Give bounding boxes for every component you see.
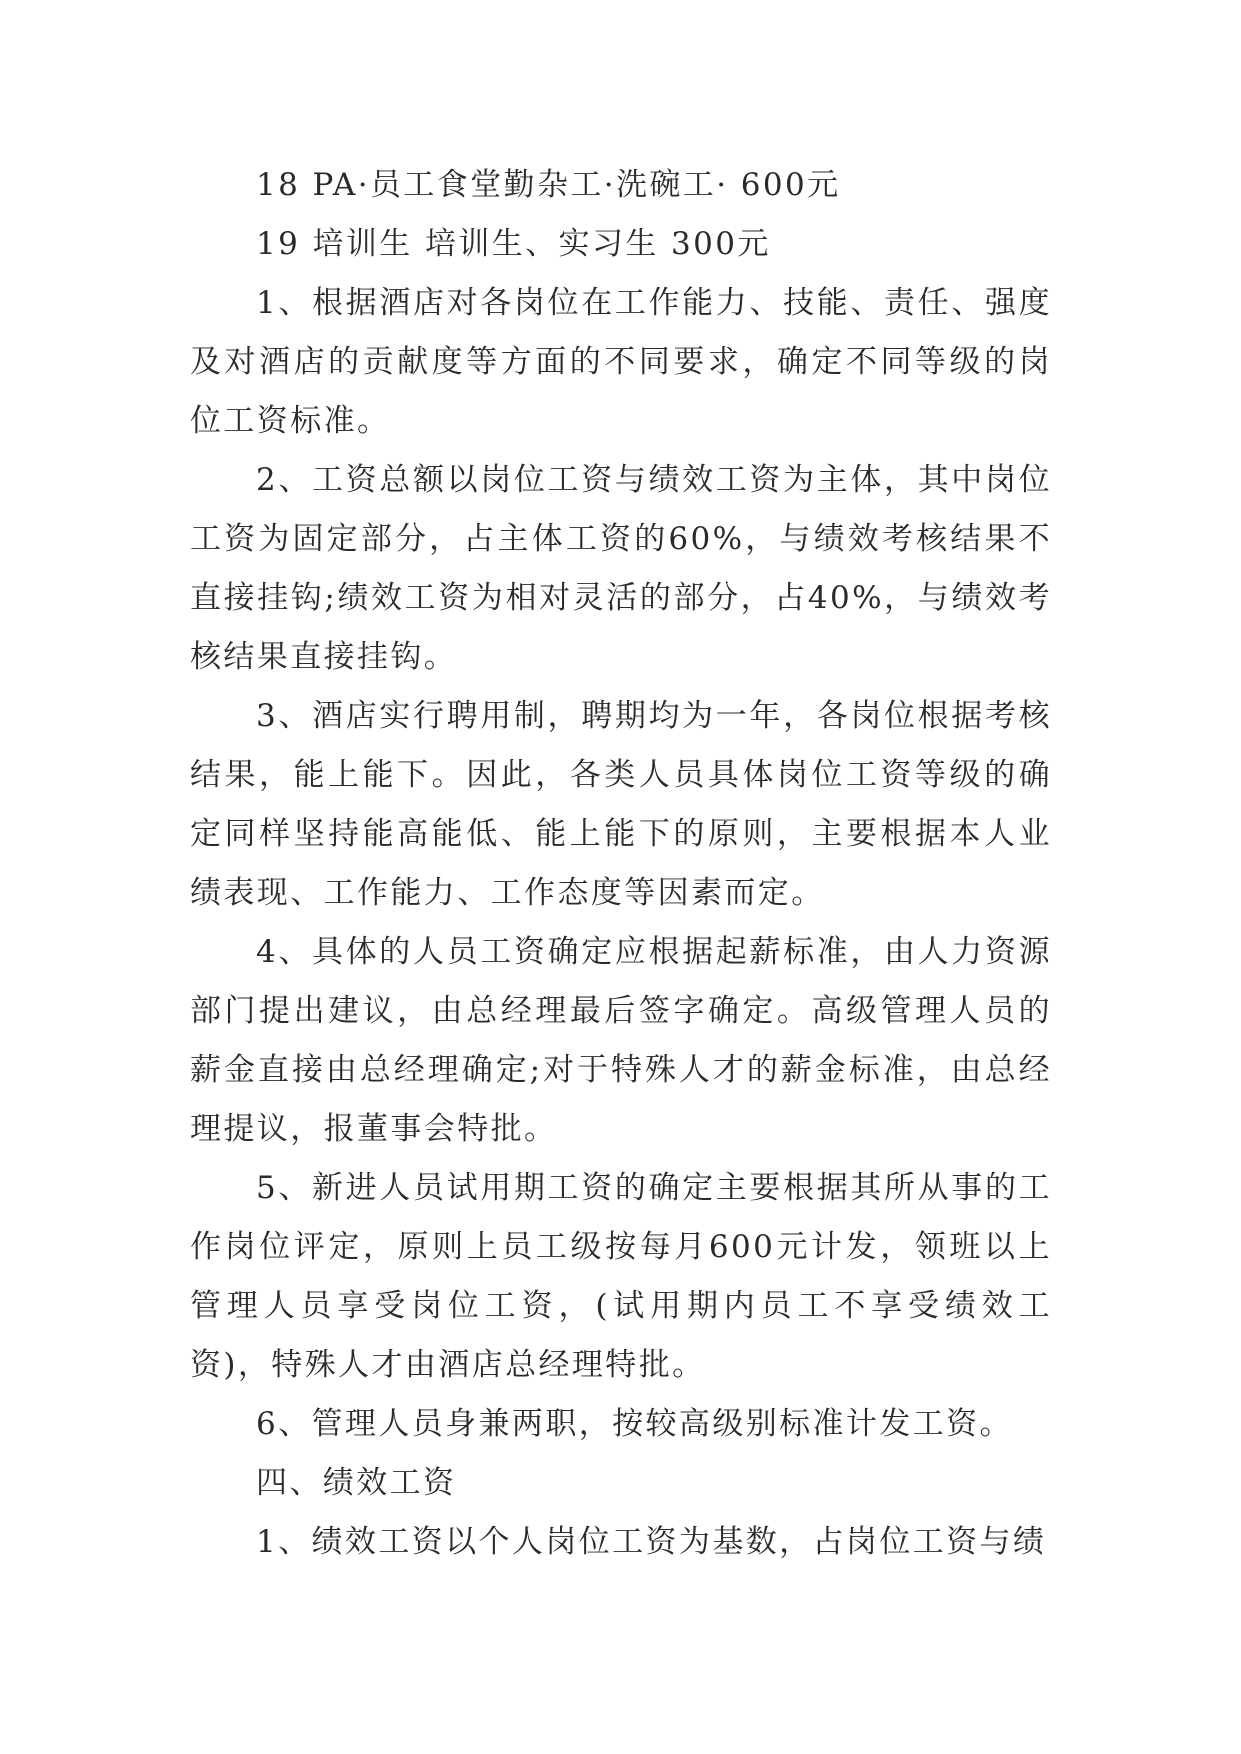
paragraph-salary-item-19: 19 培训生 培训生、实习生 300元 — [256, 226, 771, 262]
paragraph-rule-4: 4、具体的人员工资确定应根据起薪标准，由人力资源部门提出建议，由总经理最后签字确定。高级管理人员的薪金直接由总经理确定;对于特殊人才的薪金标准，由总经理提议，报董事会特批。 — [190, 934, 1052, 1147]
paragraph-rule-6: 6、管理人员身兼两职，按较高级别标准计发工资。 — [256, 1406, 1013, 1442]
paragraph-rule-3: 3、酒店实行聘用制，聘期均为一年，各岗位根据考核结果，能上能下。因此，各类人员具体岗位工资等级的确定同样坚持能高能低、能上能下的原则，主要根据本人业绩表现、工作能力、工作态度等因素而定。 — [190, 698, 1052, 911]
document-body — [190, 156, 1052, 1572]
paragraph-rule-5: 5、新进人员试用期工资的确定主要根据其所从事的工作岗位评定，原则上员工级按每月600元计发，领班以上管理人员享受岗位工资，(试用期内员工不享受绩效工资)，特殊人才由酒店总经理特批。 — [190, 1170, 1052, 1383]
section-heading-performance-pay: 四、绩效工资 — [256, 1465, 457, 1501]
paragraph-performance-rule-1: 1、绩效工资以个人岗位工资为基数，占岗位工资与绩 — [256, 1524, 1047, 1560]
paragraph-rule-2: 2、工资总额以岗位工资与绩效工资为主体，其中岗位工资为固定部分，占主体工资的60%，与绩效考核结果不直接挂钩;绩效工资为相对灵活的部分，占40%，与绩效考核结果直接挂钩。 — [190, 462, 1052, 675]
paragraph-salary-item-18: 18 PA·员工食堂勤杂工·洗碗工· 600元 — [256, 167, 841, 203]
paragraph-rule-1: 1、根据酒店对各岗位在工作能力、技能、责任、强度及对酒店的贡献度等方面的不同要求，确定不同等级的岗位工资标准。 — [190, 285, 1052, 439]
